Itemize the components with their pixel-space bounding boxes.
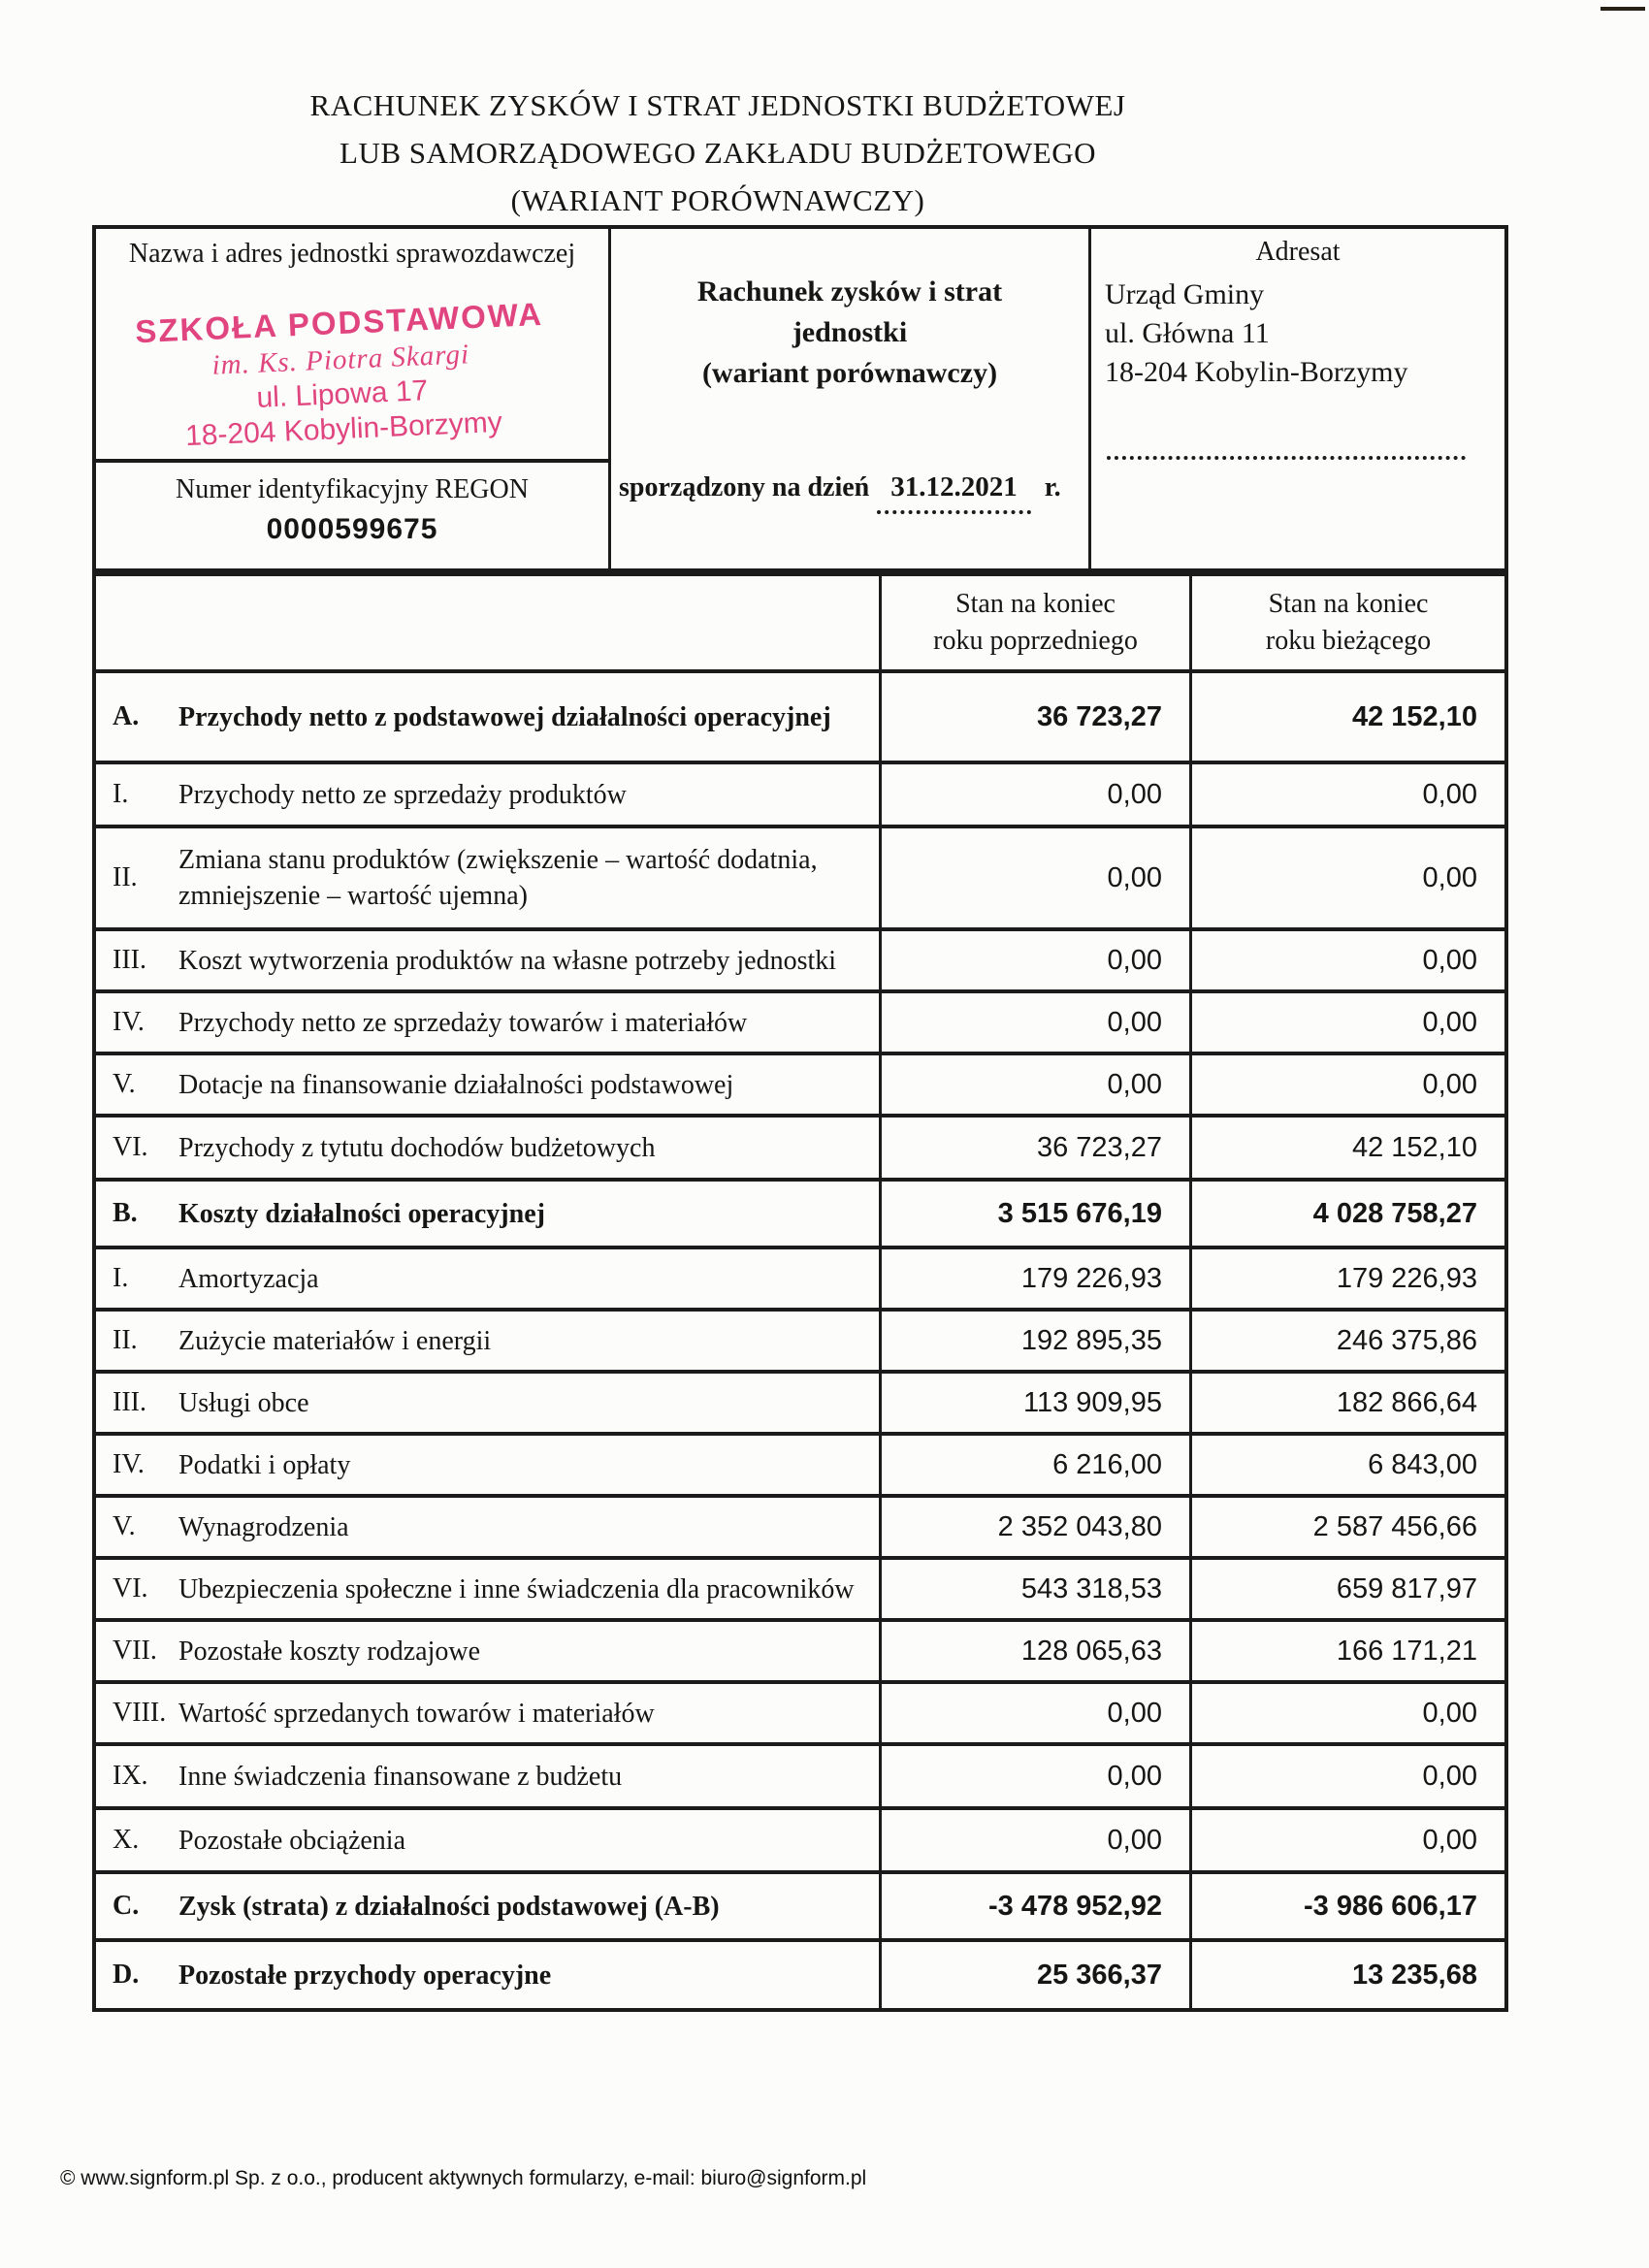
addressee-address — [1105, 275, 1504, 392]
table-row — [96, 1618, 1504, 1680]
value-current-year: 13 235,68 — [1189, 1942, 1504, 2008]
row-label: Podatki i opłaty — [178, 1449, 351, 1480]
row-letter: B. — [113, 1198, 138, 1228]
row-letter: X. — [113, 1825, 140, 1855]
value-previous-year: 0,00 — [879, 1055, 1189, 1114]
addressee-line-3: 18-204 Kobylin-Borzymy — [1105, 356, 1408, 388]
prepared-suffix: r. — [1044, 472, 1061, 502]
form-title-cell — [611, 229, 1091, 568]
row-label: Wynagrodzenia — [178, 1511, 349, 1542]
value-previous-year: 0,00 — [879, 1746, 1189, 1806]
value-current-year: 42 152,10 — [1189, 673, 1504, 761]
unit-stamp — [111, 295, 572, 456]
stamp-line-2: im. Ks. Piotra Skargi — [210, 339, 470, 381]
value-previous-year: 179 226,93 — [879, 1249, 1189, 1308]
value-current-year: 0,00 — [1189, 764, 1504, 825]
table-row — [96, 1742, 1504, 1806]
table-row — [96, 1308, 1504, 1370]
row-letter: D. — [113, 1960, 140, 1990]
value-current-year: 42 152,10 — [1189, 1118, 1504, 1178]
value-current-year: 4 028 758,27 — [1189, 1182, 1504, 1246]
value-previous-year: 192 895,35 — [879, 1312, 1189, 1370]
table-row — [96, 989, 1504, 1052]
table-header-row — [96, 576, 1504, 669]
value-current-year: 0,00 — [1189, 931, 1504, 989]
table-body — [96, 669, 1504, 2008]
row-label-cell — [96, 764, 879, 825]
row-letter: C. — [113, 1891, 140, 1921]
value-previous-year: 128 065,63 — [879, 1622, 1189, 1680]
value-current-year: 0,00 — [1189, 1684, 1504, 1742]
table-row — [96, 761, 1504, 825]
value-previous-year: 25 366,37 — [879, 1942, 1189, 2008]
row-letter: I. — [113, 1263, 129, 1293]
document-title — [29, 81, 1406, 224]
addressee-cell — [1091, 229, 1504, 568]
table-row — [96, 1178, 1504, 1246]
table-row — [96, 1870, 1504, 1938]
row-label: Amortyzacja — [178, 1263, 319, 1294]
value-previous-year: 6 216,00 — [879, 1436, 1189, 1494]
row-label: Koszt wytworzenia produktów na własne potrzeby jednostki — [178, 945, 837, 976]
row-label-cell — [96, 1055, 879, 1114]
row-letter: II. — [113, 1325, 138, 1355]
value-current-year: 246 375,86 — [1189, 1312, 1504, 1370]
regon-number: 0000599675 — [266, 513, 438, 545]
column-header-line: roku bieżącego — [1265, 626, 1432, 656]
row-label: Zysk (strata) z działalności podstawowej (A-B) — [178, 1891, 720, 1922]
row-letter: VI. — [113, 1573, 148, 1604]
table-row — [96, 1246, 1504, 1308]
value-previous-year: -3 478 952,92 — [879, 1874, 1189, 1938]
value-previous-year: 36 723,27 — [879, 1118, 1189, 1178]
row-label-cell — [96, 1436, 879, 1494]
row-letter: I. — [113, 779, 129, 809]
column-header-line: roku poprzedniego — [933, 626, 1138, 656]
addressee-line-2: ul. Główna 11 — [1105, 317, 1270, 349]
value-current-year: -3 986 606,17 — [1189, 1874, 1504, 1938]
column-header-line: Stan na koniec — [955, 589, 1116, 619]
title-line-2: LUB SAMORZĄDOWEGO ZAKŁADU BUDŻETOWEGO — [340, 136, 1096, 170]
value-current-year: 179 226,93 — [1189, 1249, 1504, 1308]
row-letter: IV. — [113, 1007, 145, 1037]
row-label: Pozostałe przychody operacyjne — [178, 1960, 552, 1991]
stamp-line-4: 18-204 Kobylin-Borzymy — [184, 405, 503, 453]
row-letter: V. — [113, 1511, 136, 1541]
value-current-year: 6 843,00 — [1189, 1436, 1504, 1494]
scan-artifact-mark — [1600, 7, 1645, 11]
row-label-cell — [96, 993, 879, 1052]
form-title-line-3: (wariant porównawczy) — [701, 357, 998, 389]
row-letter: VII. — [113, 1636, 157, 1666]
row-label-cell — [96, 1182, 879, 1246]
table-row — [96, 1052, 1504, 1114]
row-label-cell — [96, 1312, 879, 1370]
stamp-line-3: ul. Lipowa 17 — [255, 374, 429, 414]
value-previous-year: 3 515 676,19 — [879, 1182, 1189, 1246]
row-letter: III. — [113, 1387, 146, 1417]
regon-cell — [96, 463, 611, 568]
row-label: Ubezpieczenia społeczne i inne świadczenia dla pracowników — [178, 1573, 855, 1604]
form-title-line-1: Rachunek zysków i strat — [696, 275, 1003, 308]
table-row — [96, 1938, 1504, 2008]
row-label-cell — [96, 1942, 879, 2008]
value-previous-year: 2 352 043,80 — [879, 1498, 1189, 1556]
addressee-label: Adresat — [1255, 237, 1341, 267]
title-line-3: (WARIANT PORÓWNAWCZY) — [510, 183, 925, 217]
row-letter: V. — [113, 1069, 136, 1099]
row-label-cell — [96, 1249, 879, 1308]
value-current-year: 0,00 — [1189, 1746, 1504, 1806]
value-previous-year: 0,00 — [879, 828, 1189, 927]
stamp-line-1: SZKOŁA PODSTAWOWA — [134, 295, 544, 350]
value-current-year: 182 866,64 — [1189, 1374, 1504, 1432]
reporting-unit-label: Nazwa i adres jednostki sprawozdawczej — [128, 239, 576, 269]
row-label: Pozostałe obciążenia — [178, 1825, 406, 1856]
row-letter: A. — [113, 701, 140, 731]
regon-label: Numer identyfikacyjny REGON — [176, 474, 529, 504]
row-label-cell — [96, 1498, 879, 1556]
row-letter: IX. — [113, 1761, 148, 1791]
value-previous-year: 0,00 — [879, 931, 1189, 989]
row-label-cell — [96, 673, 879, 761]
value-current-year: 0,00 — [1189, 828, 1504, 927]
row-letter: IV. — [113, 1449, 145, 1479]
value-previous-year: 543 318,53 — [879, 1560, 1189, 1618]
dotted-fill-line — [1107, 456, 1466, 460]
row-letter: II. — [113, 862, 138, 892]
row-label: Przychody netto ze sprzedaży produktów — [178, 779, 627, 810]
row-label: Dotacje na finansowanie działalności podstawowej — [178, 1069, 734, 1100]
header-info-table — [92, 225, 1508, 572]
prepared-prefix: sporządzony na dzień — [619, 472, 870, 502]
row-label: Zużycie materiałów i energii — [178, 1325, 492, 1356]
row-label: Przychody z tytutu dochodów budżetowych — [178, 1132, 656, 1163]
value-current-year: 0,00 — [1189, 1810, 1504, 1870]
row-label-cell — [96, 1118, 879, 1178]
row-label-cell — [96, 1622, 879, 1680]
reporting-unit-cell — [96, 229, 611, 463]
value-current-year: 0,00 — [1189, 993, 1504, 1052]
addressee-line-1: Urząd Gminy — [1105, 278, 1265, 310]
row-label: Inne świadczenia finansowane z budżetu — [178, 1761, 623, 1792]
form-title — [611, 272, 1088, 394]
value-previous-year: 0,00 — [879, 1810, 1189, 1870]
table-row — [96, 1494, 1504, 1556]
row-label-cell — [96, 1746, 879, 1806]
table-row — [96, 1556, 1504, 1618]
footer-credit: © www.signform.pl Sp. z o.o., producent aktywnych formularzy, e-mail: biuro@signform.pl — [60, 2167, 867, 2189]
row-label-cell — [96, 1874, 879, 1938]
value-previous-year: 0,00 — [879, 993, 1189, 1052]
row-label-cell — [96, 1810, 879, 1870]
row-label-cell — [96, 931, 879, 989]
table-row — [96, 1806, 1504, 1870]
row-label: Usługi obce — [178, 1387, 309, 1418]
value-current-year: 2 587 456,66 — [1189, 1498, 1504, 1556]
table-row — [96, 825, 1504, 927]
row-letter: VIII. — [113, 1698, 167, 1728]
row-label-cell — [96, 828, 879, 927]
report-date: 31.12.2021 — [877, 471, 1031, 514]
financial-table — [92, 572, 1508, 2012]
row-label: Przychody netto z podstawowej działalności operacyjnej — [178, 701, 831, 732]
row-label-cell — [96, 1560, 879, 1618]
header-empty-cell — [96, 576, 879, 669]
value-current-year: 166 171,21 — [1189, 1622, 1504, 1680]
column-header-current-year — [1189, 576, 1504, 669]
row-label: Wartość sprzedanych towarów i materiałów — [178, 1698, 655, 1729]
table-row — [96, 927, 1504, 989]
value-previous-year: 36 723,27 — [879, 673, 1189, 761]
value-previous-year: 0,00 — [879, 1684, 1189, 1742]
row-letter: III. — [113, 945, 146, 975]
form-title-line-2: jednostki — [792, 316, 908, 348]
row-label: Pozostałe koszty rodzajowe — [178, 1636, 481, 1667]
table-row — [96, 1680, 1504, 1742]
row-label: Koszty działalności operacyjnej — [178, 1198, 545, 1229]
value-previous-year: 0,00 — [879, 764, 1189, 825]
column-header-line: Stan na koniec — [1268, 589, 1429, 619]
value-current-year: 659 817,97 — [1189, 1560, 1504, 1618]
table-row — [96, 1370, 1504, 1432]
row-letter: VI. — [113, 1132, 148, 1162]
value-current-year: 0,00 — [1189, 1055, 1504, 1114]
row-label-cell — [96, 1684, 879, 1742]
value-previous-year: 113 909,95 — [879, 1374, 1189, 1432]
prepared-as-of — [619, 471, 1061, 514]
row-label-cell — [96, 1374, 879, 1432]
table-row — [96, 1114, 1504, 1178]
row-label: Zmiana stanu produktów (zwiększenie – wartość dodatnia, zmniejszenie – wartość ujemna) — [178, 845, 818, 911]
table-row — [96, 669, 1504, 761]
title-line-1: RACHUNEK ZYSKÓW I STRAT JEDNOSTKI BUDŻETOWEJ — [309, 88, 1126, 122]
column-header-previous-year — [879, 576, 1189, 669]
table-row — [96, 1432, 1504, 1494]
row-label: Przychody netto ze sprzedaży towarów i materiałów — [178, 1007, 748, 1038]
